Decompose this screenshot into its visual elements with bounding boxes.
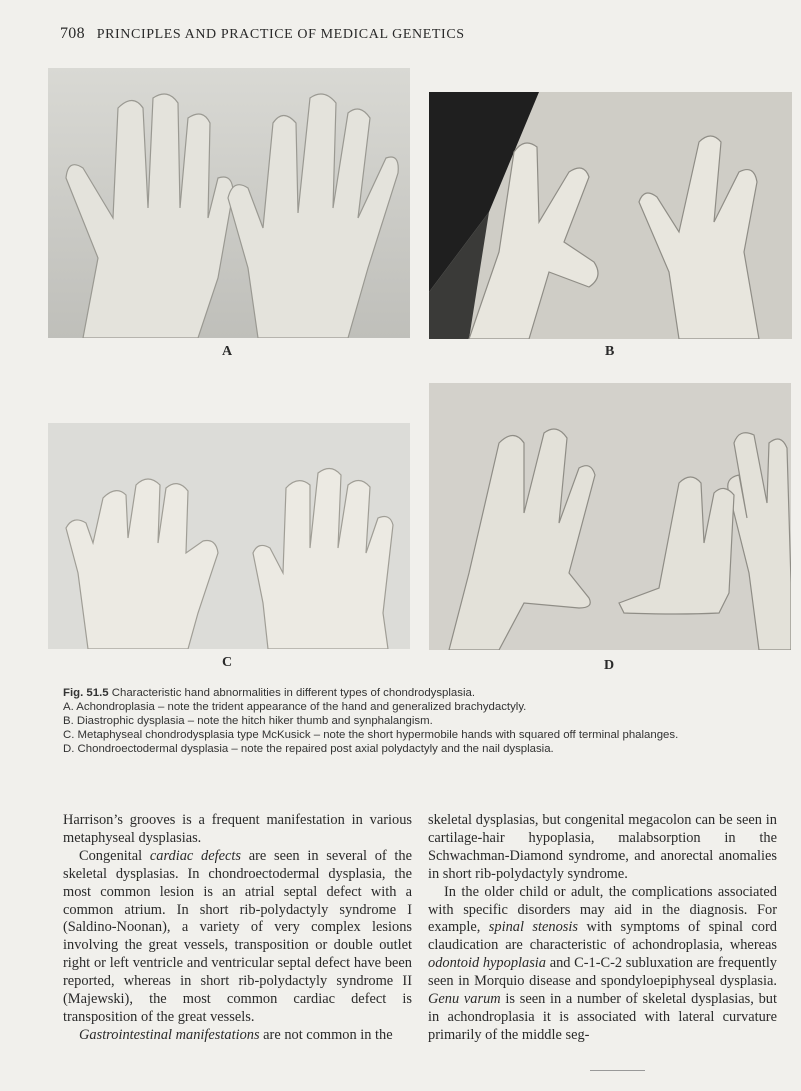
figure-number: Fig. 51.5 xyxy=(63,687,109,699)
figure-caption xyxy=(63,687,763,757)
body-left-column xyxy=(63,812,412,1045)
text-run: skeletal dysplasias, but congenital megacolon can be seen in cartilage-hair hypoplasia, malabsorption in the Schwachman-Diamond syndrome, and anorectal anomalies in short rib-polydactyly syndrome. xyxy=(428,812,777,882)
italic-term: spinal stenosis xyxy=(488,919,579,936)
body-right-column xyxy=(428,812,777,1045)
paragraph xyxy=(63,1027,412,1045)
caption-item-b: B. Diastrophic dysplasia – note the hitch hiker thumb and synphalangism. xyxy=(63,714,433,727)
photo-panel-c xyxy=(48,423,410,649)
paragraph xyxy=(63,812,412,848)
italic-term: Genu varum xyxy=(428,991,501,1008)
photo-panel-b xyxy=(429,92,792,339)
italic-term: odontoid hypoplasia xyxy=(428,955,547,972)
paragraph xyxy=(428,884,777,1045)
text-run: Harrison’s grooves is a frequent manifestation in various metaphyseal dysplasias. xyxy=(63,812,412,846)
text-run: In the older child or adult, the complications associated with specific disorders may aid in the diagnosis. For example, xyxy=(428,883,777,936)
panel-label-b: B xyxy=(605,344,615,359)
panel-label-d: D xyxy=(604,658,615,673)
photo-panel-d xyxy=(429,383,791,650)
italic-term: cardiac defects xyxy=(149,847,241,864)
text-run: with symptoms of spinal cord claudication are characteristic of achondroplasia, whereas xyxy=(428,919,777,954)
caption-title: Characteristic hand abnormalities in different types of chondrodysplasia. xyxy=(111,687,475,699)
running-header xyxy=(60,25,465,43)
page-number: 708 xyxy=(60,25,85,42)
text-run: Congenital xyxy=(79,847,150,864)
running-title: PRINCIPLES AND PRACTICE OF MEDICAL GENETICS xyxy=(96,27,465,42)
italic-term: Gastrointestinal manifestations xyxy=(79,1026,260,1043)
text-run: is seen in a number of skeletal dysplasias, but in achondroplasia it is associated with lateral curvature primarily of the middle seg- xyxy=(428,991,777,1043)
paragraph xyxy=(428,812,777,884)
caption-item-c: C. Metaphyseal chondrodysplasia type McKusick – note the short hypermobile hands with squared off terminal phalanges. xyxy=(63,728,679,741)
photo-panel-a xyxy=(48,68,410,338)
paragraph xyxy=(63,848,412,1027)
footer-rule xyxy=(590,1070,645,1071)
caption-item-d: D. Chondroectodermal dysplasia – note the repaired post axial polydactyly and the nail dysplasia. xyxy=(63,742,554,755)
panel-label-a: A xyxy=(222,344,233,359)
caption-item-a: A. Achondroplasia – note the trident appearance of the hand and generalized brachydactyly. xyxy=(63,700,527,713)
panel-label-c: C xyxy=(222,655,233,670)
text-run: and C-1-C-2 subluxation are frequently seen in Morquio disease and spondyloepiphyseal dysplasia. xyxy=(428,955,778,990)
text-run: are not common in the xyxy=(259,1026,393,1043)
text-run: are seen in several of the skeletal dysplasias. In chondroectodermal dysplasia, the most common lesion is an atrial septal defect with a common atrium. In short rib-polydactyly syndrome I (Saldino-Noonan), a variety of very complex lesions involving the great vessels, transposition or double outlet right or left ventricle and ventricular septal defect have been reported, whereas in short rib-polydactyly syndrome II (Majewski), the most common cardiac defect is transposition of the great vessels. xyxy=(63,847,413,1025)
caption-heading xyxy=(63,687,763,701)
